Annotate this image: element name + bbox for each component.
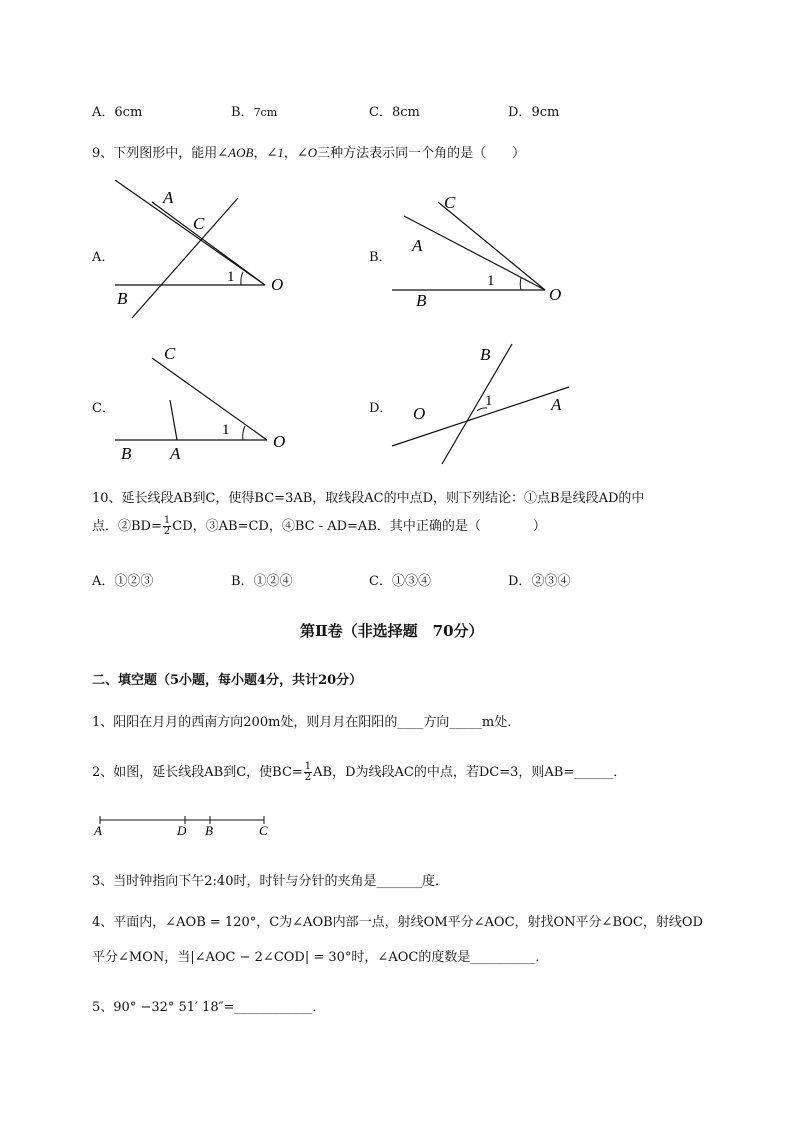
q8-option-c: C．8cm <box>369 105 420 120</box>
svg-text:1: 1 <box>485 393 493 409</box>
q8-option-a: A．6cm <box>92 105 143 120</box>
svg-text:D: D <box>177 823 187 838</box>
q9-figure-b <box>380 180 590 325</box>
q10-option-b: B．①②④ <box>231 574 293 589</box>
fill-q2-figure <box>88 812 288 842</box>
q9-option-b-letter: B． <box>369 250 392 265</box>
svg-text:O: O <box>271 275 284 294</box>
fill-q4-line1: 4、平面内，∠AOB = 120°，C为∠AOB内部一点，射线OM平分∠AOC，射找ON平分∠BOC，射线OD <box>92 915 703 930</box>
svg-text:C: C <box>164 344 176 363</box>
q8-option-b: B．7cm <box>231 105 278 120</box>
q9-option-d-letter: D． <box>369 401 393 416</box>
svg-text:A: A <box>163 188 174 207</box>
q10-line1: 10、延长线段AB到C，使得BC=3AB，取线段AC的中点D，则下列结论：①点B是线段AD的中 <box>92 491 645 506</box>
fill-q3: 3、当时钟指向下午2:40时，时针与分针的夹角是_______度． <box>92 874 448 889</box>
q10-line2: 点．②BD= $\frac{1}{2}$ CD，③AB=CD，④BC - AD=AB．其中正确的是（ ） <box>92 515 546 537</box>
fill-q2: 2、如图，延长线段AB到C，使BC= $\frac{1}{2}$ AB，D为线段AC的中点，若DC=3，则AB=______． <box>92 761 627 783</box>
q10-option-d: D．②③④ <box>508 574 571 589</box>
q10-option-c: C．①③④ <box>369 574 431 589</box>
q10-option-a: A．①②③ <box>92 574 154 589</box>
fill-q1: 1、阳阳在月月的西南方向200m处，则月月在阳阳的____方向_____m处． <box>92 715 521 730</box>
svg-text:1: 1 <box>222 422 230 438</box>
svg-text:C: C <box>444 193 456 212</box>
svg-text:A: A <box>551 395 562 414</box>
q9-figure-d <box>385 340 585 470</box>
svg-text:B: B <box>117 289 128 308</box>
svg-text:B: B <box>121 444 132 463</box>
svg-text:A: A <box>412 236 423 255</box>
fraction-half-q2: $\frac{1}{2}$ <box>304 761 312 783</box>
fill-q5: 5、90° −32° 51′ 18″=____________． <box>92 1000 326 1015</box>
svg-text:B: B <box>480 345 491 364</box>
q9-figure-c <box>100 340 300 465</box>
q8-option-d: D．9cm <box>508 105 560 120</box>
svg-text:C: C <box>259 823 268 838</box>
section-title: 第Ⅱ卷（非选择题 70分） <box>300 622 484 640</box>
svg-text:O: O <box>549 285 562 304</box>
fill-q4-line2: 平分∠MON，当|∠AOC − 2∠COD| = 30°时，∠AOC的度数是__________． <box>92 950 549 965</box>
svg-text:C: C <box>193 214 205 233</box>
svg-text:O: O <box>273 432 286 451</box>
svg-text:A: A <box>94 823 102 838</box>
svg-text:B: B <box>205 823 213 838</box>
fraction-half: $\frac{1}{2}$ <box>163 515 171 537</box>
svg-text:1: 1 <box>227 269 235 285</box>
svg-text:O: O <box>413 404 426 423</box>
svg-text:1: 1 <box>487 273 495 289</box>
fill-heading: 二、填空题（5小题，每小题4分，共计20分） <box>92 673 363 688</box>
q9-option-a-letter: A． <box>92 250 115 265</box>
q9-option-c-letter: C． <box>92 401 115 416</box>
q9-stem: 9、下列图形中，能用∠AOB，∠1，∠O三种方法表示同一个角的是（ ） <box>92 145 526 161</box>
svg-text:B: B <box>416 291 427 310</box>
svg-text:A: A <box>170 444 181 463</box>
q9-figure-a <box>100 180 300 325</box>
